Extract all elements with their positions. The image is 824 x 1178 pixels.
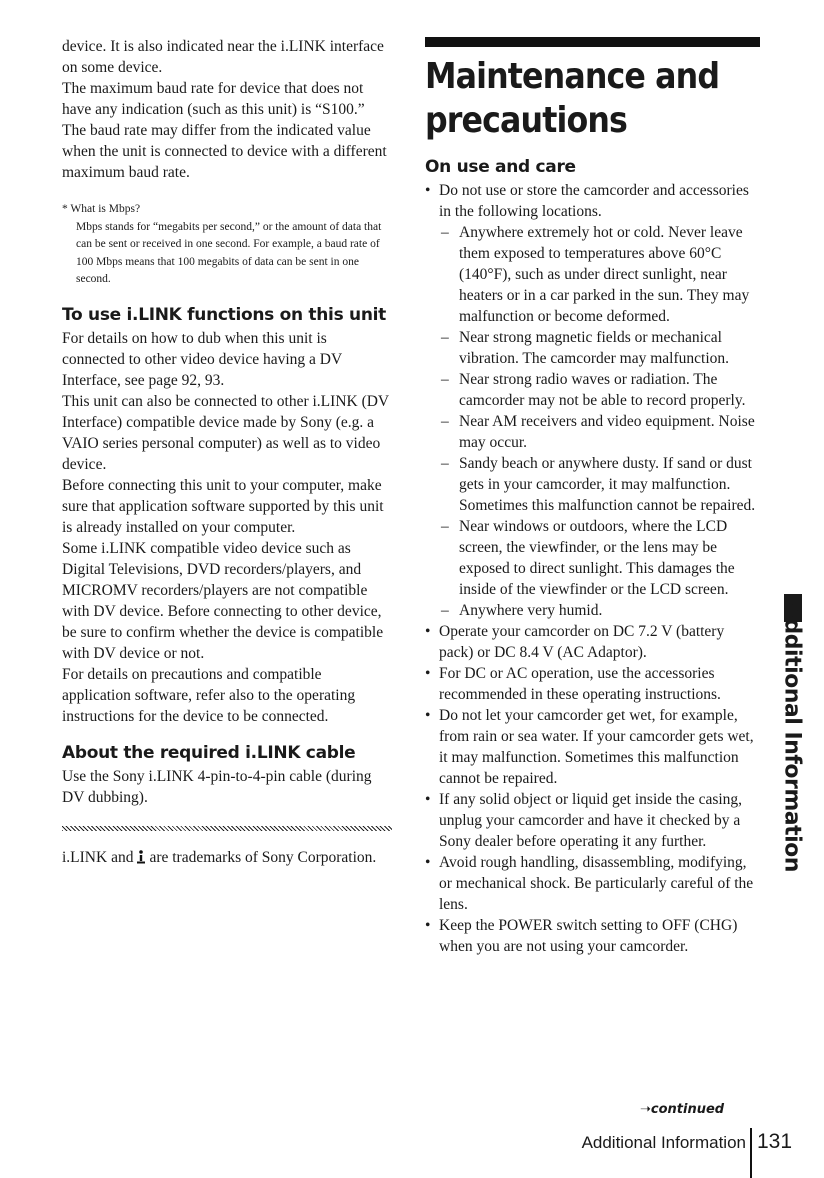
section-heading-use-and-care: On use and care [425,157,576,177]
page-title [425,55,720,143]
trademark-note [62,847,392,868]
list-item: – Near windows or outdoors, where the LCD screen, the viewfinder, or the lens may be exposed to direct sunlight. This damages the inside of the viewfinder or the LCD screen. [439,516,760,600]
ilink-paragraph-5: For details on precautions and compatible application software, refer also to the operating instructions for the device to be connected. [62,665,356,725]
trademark-text-end: are trademarks of Sony Corporation. [149,848,377,866]
list-item: • Do not let your camcorder get wet, for example, from rain or sea water. If your camcorder gets wet, it may malfunction. Sometimes this malfunction cannot be repaired. [425,705,760,789]
trademark-text-start: i.LINK and [62,848,134,866]
list-item: • Keep the POWER switch setting to OFF (CHG) when you are not using your camcorder. [425,915,760,957]
bullet-storage-locations: Do not use or store the camcorder and accessories in the following locations. [439,182,749,220]
list-item: – Sandy beach or anywhere dusty. If sand or dust gets in your camcorder, it may malfunction. Sometimes this malfunction cannot be repaired. [439,453,760,516]
ilink-paragraph-4: Some i.LINK compatible video device such as Digital Televisions, DVD recorders/players, and MICROMV recorders/players are not compatible with DV device. Before connecting to other device, be sure to confirm whether the device is compatible with DV device or not. [62,539,384,662]
left-column [62,36,392,868]
section-tab-label: Additional Information [779,601,805,872]
ilink-paragraph-2: This unit can also be connected to other i.LINK (DV Interface) compatible device made by Sony (e.g. a VAIO series personal computer) as well as to video device. [62,392,389,473]
location-dash-list [439,222,760,621]
list-item: – Anywhere very humid. [439,600,760,621]
intro-paragraph-1: device. It is also indicated near the i.LINK interface on some device. [62,38,384,76]
intro-paragraph-3: The baud rate may differ from the indicated value when the unit is connected to device with a different maximum baud rate. [62,122,387,181]
intro-paragraph-2: The maximum baud rate for device that does not have any indication (such as this unit) is “S100.” [62,80,365,118]
list-item [425,180,760,621]
list-item: • If any solid object or liquid get inside the casing, unplug your camcorder and have it checked by a Sony dealer before operating it any further. [425,789,760,852]
list-item: – Near strong radio waves or radiation. The camcorder may not be able to record properly. [439,369,760,411]
section-tab [772,601,812,872]
care-bullet-list [425,180,760,957]
continued-indicator: ➝continued [640,1102,725,1117]
cable-paragraph: Use the Sony i.LINK 4-pin-to-4-pin cable (during DV dubbing). [62,767,372,806]
list-item: – Near AM receivers and video equipment. Noise may occur. [439,411,760,453]
list-item: – Near strong magnetic fields or mechanical vibration. The camcorder may malfunction. [439,327,760,369]
mbps-footnote [62,201,392,289]
right-column [425,36,760,957]
hatched-divider [62,826,392,831]
list-item: – Anywhere extremely hot or cold. Never leave them exposed to temperatures above 60°C (140°F), such as under direct sunlight, near heaters or in a car parked in the sun. They may malfunction or become deformed. [439,222,760,327]
section-heading-ilink-cable: About the required i.LINK cable [62,742,356,763]
ilink-paragraph-3: Before connecting this unit to your computer, make sure that application software supported by this unit is already installed on your computer. [62,476,384,536]
list-item: • Avoid rough handling, disassembling, modifying, or mechanical shock. Be particularly careful of the lens. [425,852,760,915]
title-bar-rule [425,37,760,47]
page-title-line-1: Maintenance and [425,56,720,97]
list-item: • For DC or AC operation, use the accessories recommended in these operating instructions. [425,663,760,705]
section-heading-ilink-functions: To use i.LINK functions on this unit [62,304,386,325]
footnote-body: Mbps stands for “megabits per second,” or the amount of data that can be sent or received in one second. For example, a baud rate of 100 Mbps means that 100 megabits of data can be sent in one second. [76,220,382,285]
ilink-paragraph-1: For details on how to dub when this unit is connected to other video device having a DV Interface, see page 92, 93. [62,329,342,389]
footer-divider [750,1128,752,1178]
footer-section-label: Additional Information [581,1133,746,1152]
list-item: • Operate your camcorder on DC 7.2 V (battery pack) or DC 8.4 V (AC Adaptor). [425,621,760,663]
page-number: 131 [757,1130,793,1153]
page-title-line-2: precautions [425,100,628,141]
ilink-logo-icon [137,850,145,864]
footnote-title: * What is Mbps? [62,203,141,215]
